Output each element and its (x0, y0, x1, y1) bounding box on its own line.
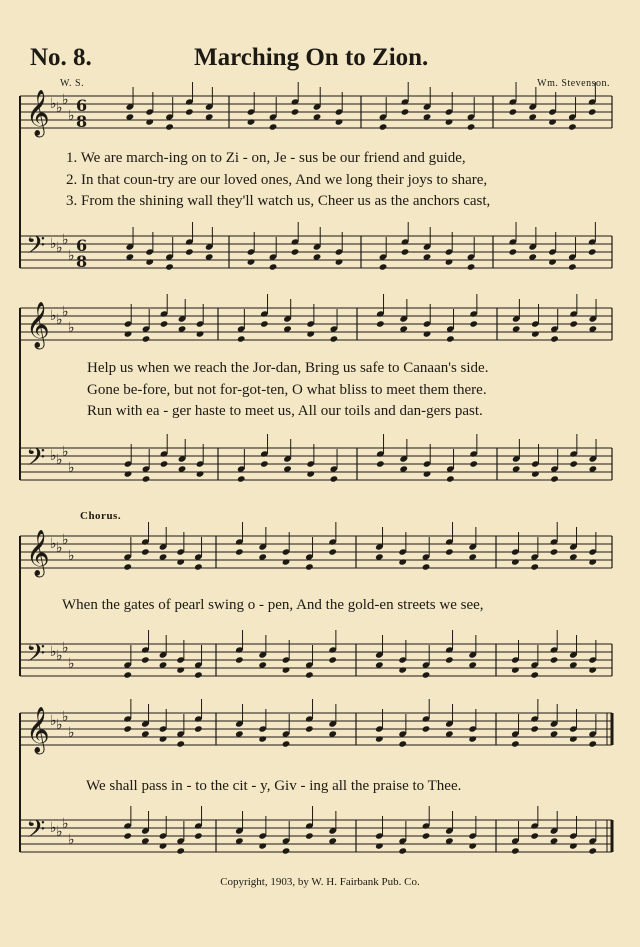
notehead (306, 330, 315, 337)
notehead (328, 548, 337, 555)
notehead (550, 548, 559, 555)
notehead (194, 725, 203, 732)
notehead (160, 460, 169, 467)
notehead (291, 248, 300, 255)
treble-clef: 𝄞 (26, 302, 50, 348)
notehead (568, 123, 577, 130)
notehead (401, 248, 410, 255)
flat-sign: ♭ (50, 308, 57, 324)
bass-clef: 𝄢 (26, 639, 46, 674)
notehead (375, 735, 384, 742)
time-signature-top: 6 (76, 96, 88, 115)
notehead (269, 123, 278, 130)
notehead (305, 671, 314, 678)
time-signature-bottom: 8 (76, 252, 88, 271)
notehead (159, 735, 168, 742)
notehead (260, 460, 269, 467)
notehead (141, 548, 150, 555)
notehead (176, 740, 185, 747)
flat-sign: ♭ (56, 824, 63, 840)
notehead (291, 108, 300, 115)
lyric-line: When the gates of pearl swing o - pen, And the gold-en streets we see, (62, 597, 484, 613)
notehead (235, 656, 244, 663)
notehead (237, 475, 246, 482)
notehead (305, 832, 314, 839)
flat-sign: ♭ (62, 532, 69, 548)
flat-sign: ♭ (50, 96, 57, 112)
lyric-line: 3. From the shining wall they'll watch us, Cheer us as the anchors cast, (66, 193, 491, 209)
notehead (401, 108, 410, 115)
notehead (330, 335, 339, 342)
notehead (445, 656, 454, 663)
notehead (588, 740, 597, 747)
hymn-number: No. 8. (30, 44, 92, 71)
flat-sign: ♭ (68, 108, 75, 124)
treble-clef: 𝄞 (26, 90, 50, 136)
flat-sign: ♭ (62, 304, 69, 320)
flat-sign: ♭ (68, 320, 75, 336)
notehead (379, 123, 388, 130)
notehead (422, 563, 431, 570)
flat-sign: ♭ (50, 820, 57, 836)
notehead (194, 671, 203, 678)
notehead (196, 330, 205, 337)
notehead (335, 258, 344, 265)
notehead (376, 460, 385, 467)
notehead (282, 666, 291, 673)
notehead (467, 263, 476, 270)
notehead (531, 470, 540, 477)
flat-sign: ♭ (62, 816, 69, 832)
lyric-line: Run with ea - ger haste to meet us, All our toils and dan-gers past. (87, 403, 483, 419)
notehead (511, 666, 520, 673)
notehead (569, 460, 578, 467)
notehead (550, 475, 559, 482)
notehead (446, 335, 455, 342)
treble-clef: 𝄞 (26, 707, 50, 753)
flat-sign: ♭ (56, 717, 63, 733)
notehead (141, 656, 150, 663)
notehead (469, 320, 478, 327)
notehead (260, 320, 269, 327)
notehead (569, 842, 578, 849)
notehead (423, 470, 432, 477)
notehead (550, 335, 559, 342)
notehead (165, 123, 174, 130)
notehead (548, 258, 557, 265)
flat-sign: ♭ (56, 540, 63, 556)
flat-sign: ♭ (56, 312, 63, 328)
flat-sign: ♭ (68, 460, 75, 476)
notehead (145, 118, 154, 125)
notehead (269, 263, 278, 270)
flat-sign: ♭ (50, 448, 57, 464)
time-signature-bottom: 8 (76, 112, 88, 131)
notehead (568, 263, 577, 270)
flat-sign: ♭ (56, 648, 63, 664)
notehead (548, 118, 557, 125)
notehead (247, 118, 256, 125)
notehead (247, 258, 256, 265)
notehead (185, 108, 194, 115)
notehead (142, 335, 151, 342)
bass-clef: 𝄢 (26, 815, 46, 850)
notehead (176, 666, 185, 673)
flat-sign: ♭ (56, 452, 63, 468)
notehead (445, 118, 454, 125)
bass-clef: 𝄢 (26, 231, 46, 266)
hymn-title: Marching On to Zion. (194, 44, 429, 71)
flat-sign: ♭ (50, 536, 57, 552)
lyric-line: We shall pass in - to the cit - y, Giv - ing all the praise to Thee. (86, 778, 462, 794)
notehead (422, 832, 431, 839)
notehead (530, 725, 539, 732)
lyric-line: 1. We are march-ing on to Zi - on, Je - sus be our friend and guide, (66, 150, 466, 166)
notehead (379, 263, 388, 270)
notehead (185, 248, 194, 255)
notehead (569, 735, 578, 742)
flat-sign: ♭ (68, 548, 75, 564)
notehead (159, 842, 168, 849)
notehead (511, 847, 520, 854)
notehead (196, 470, 205, 477)
copyright-notice: Copyright, 1903, by W. H. Fairbank Pub. Co. (220, 876, 420, 888)
notehead (235, 548, 244, 555)
flat-sign: ♭ (62, 444, 69, 460)
flat-sign: ♭ (50, 236, 57, 252)
notehead (160, 320, 169, 327)
notehead (445, 258, 454, 265)
flat-sign: ♭ (68, 832, 75, 848)
notehead (588, 108, 597, 115)
notehead (530, 671, 539, 678)
notehead (511, 558, 520, 565)
notehead (145, 258, 154, 265)
flat-sign: ♭ (68, 656, 75, 672)
notehead (194, 563, 203, 570)
chorus-label: Chorus. (80, 510, 122, 522)
treble-clef: 𝄞 (26, 530, 50, 576)
lyric-line: Gone be-fore, but not for-got-ten, O what bliss to meet them there. (87, 382, 487, 398)
notehead (376, 320, 385, 327)
notehead (282, 740, 291, 747)
notehead (588, 248, 597, 255)
lyric-line: Help us when we reach the Jor-dan, Bring us safe to Canaan's side. (87, 360, 489, 376)
notehead (468, 735, 477, 742)
notehead (123, 832, 132, 839)
lyricist-credit: W. S. (60, 78, 85, 89)
notehead (588, 847, 597, 854)
notehead (423, 330, 432, 337)
composer-credit: Wm. Stevenson. (537, 78, 610, 89)
flat-sign: ♭ (62, 232, 69, 248)
flat-sign: ♭ (50, 644, 57, 660)
notehead (530, 563, 539, 570)
notehead (530, 832, 539, 839)
notehead (550, 656, 559, 663)
flat-sign: ♭ (62, 92, 69, 108)
flat-sign: ♭ (56, 100, 63, 116)
notehead (398, 740, 407, 747)
lyric-line: 2. In that coun-try are our loved ones, And we long their joys to share, (66, 172, 488, 188)
notehead (142, 475, 151, 482)
notehead (422, 725, 431, 732)
notehead (511, 740, 520, 747)
flat-sign: ♭ (62, 640, 69, 656)
notehead (588, 558, 597, 565)
notehead (398, 847, 407, 854)
flat-sign: ♭ (56, 240, 63, 256)
notehead (176, 558, 185, 565)
notehead (398, 666, 407, 673)
notehead (588, 666, 597, 673)
notehead (282, 558, 291, 565)
notehead (468, 842, 477, 849)
notehead (569, 320, 578, 327)
notehead (123, 725, 132, 732)
notehead (123, 563, 132, 570)
notehead (123, 671, 132, 678)
bass-clef: 𝄢 (26, 443, 46, 478)
notehead (509, 248, 518, 255)
notehead (531, 330, 540, 337)
notehead (445, 548, 454, 555)
notehead (305, 563, 314, 570)
notehead (509, 108, 518, 115)
notehead (467, 123, 476, 130)
flat-sign: ♭ (68, 725, 75, 741)
notehead (124, 330, 133, 337)
notehead (258, 735, 267, 742)
notehead (282, 847, 291, 854)
flat-sign: ♭ (62, 709, 69, 725)
notehead (328, 656, 337, 663)
notehead (330, 475, 339, 482)
notehead (124, 470, 133, 477)
notehead (258, 842, 267, 849)
notehead (422, 671, 431, 678)
notehead (194, 832, 203, 839)
notehead (446, 475, 455, 482)
flat-sign: ♭ (50, 713, 57, 729)
notehead (335, 118, 344, 125)
notehead (469, 460, 478, 467)
notehead (375, 842, 384, 849)
notehead (398, 558, 407, 565)
notehead (306, 470, 315, 477)
notehead (176, 847, 185, 854)
notehead (165, 263, 174, 270)
notehead (237, 335, 246, 342)
notehead (305, 725, 314, 732)
flat-sign: ♭ (68, 248, 75, 264)
time-signature-top: 6 (76, 236, 88, 255)
